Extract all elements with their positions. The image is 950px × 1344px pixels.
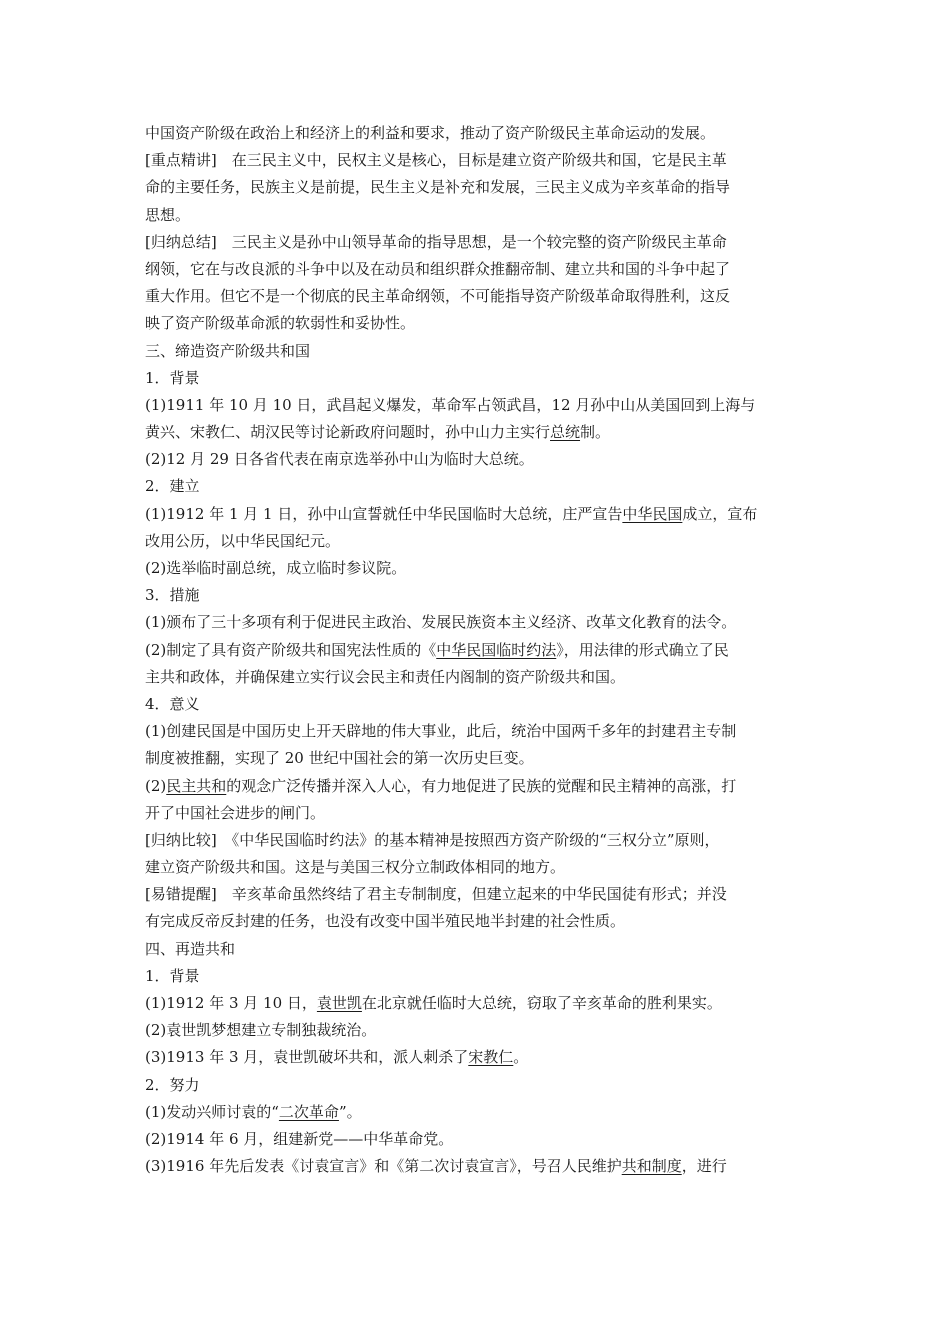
text-line xyxy=(145,310,810,337)
text-line xyxy=(145,827,810,854)
text-line xyxy=(145,174,810,201)
text-line xyxy=(145,691,810,718)
text-line xyxy=(145,609,810,636)
text-line xyxy=(145,664,810,691)
underlined-answer: 总统 xyxy=(550,423,581,442)
text-segment: 在北京就任临时大总统，窃取了辛亥革命的胜利果实。 xyxy=(361,994,722,1012)
underlined-answer: 袁世凯 xyxy=(316,994,362,1012)
text-segment: 有完成反帝反封建的任务，也没有改变中国半殖民地半封建的社会性质。 xyxy=(145,912,626,931)
text-segment: (3)1913 年 3 月，袁世凯破坏共和，派人刺杀了 xyxy=(145,1048,469,1067)
text-segment: 制。 xyxy=(580,423,611,442)
text-segment: ，进行 xyxy=(681,1157,727,1176)
text-line xyxy=(145,501,810,528)
text-segment: 四、再造共和 xyxy=(145,939,236,958)
underlined-answer: 二次革命 xyxy=(278,1102,339,1121)
text-segment: [归纳比较] 《中华民国临时约法》的基本精神是按照西方资产阶级的“三权分立”原则， xyxy=(145,830,720,849)
text-segment: [重点精讲] 在三民主义中，民权主义是核心，目标是建立资产阶级共和国，它是民主革 xyxy=(145,151,727,170)
text-segment: (1)1912 年 1 月 1 日，孙中山宣誓就任中华民国临时大总统，庄严宣告 xyxy=(145,504,623,523)
text-segment: 中国资产阶级在政治上和经济上的利益和要求，推动了资产阶级民主革命运动的发展。 xyxy=(145,124,716,142)
text-line xyxy=(145,555,810,582)
text-segment: 2．努力 xyxy=(145,1075,200,1094)
text-segment: (2)选举临时副总统，成立临时参议院。 xyxy=(145,559,407,577)
text-segment: ”。 xyxy=(338,1102,362,1121)
text-line xyxy=(145,908,810,935)
underlined-answer: 民主共和 xyxy=(166,776,227,795)
text-line xyxy=(145,1044,810,1071)
text-segment: 2．建立 xyxy=(145,477,200,496)
text-line xyxy=(145,936,810,963)
text-line xyxy=(145,338,810,365)
text-line xyxy=(145,1153,810,1180)
text-line xyxy=(145,1126,810,1153)
text-line xyxy=(145,229,810,256)
text-line xyxy=(145,963,810,990)
text-line xyxy=(145,990,810,1017)
text-line xyxy=(145,256,810,283)
document-page xyxy=(145,120,810,1180)
text-line xyxy=(145,1017,810,1044)
text-line xyxy=(145,528,810,555)
text-line xyxy=(145,718,810,745)
text-line xyxy=(145,881,810,908)
text-segment: 1．背景 xyxy=(145,966,200,985)
text-segment: 纲领，它在与改良派的斗争中以及在动员和组织群众推翻帝制、建立共和国的斗争中起了 xyxy=(145,259,731,278)
text-segment: 映了资产阶级革命派的软弱性和妥协性。 xyxy=(145,314,416,333)
text-segment: 三、缔造资产阶级共和国 xyxy=(145,341,311,360)
text-segment: (2)制定了具有资产阶级共和国宪法性质的《 xyxy=(145,640,437,659)
text-segment: 4．意义 xyxy=(145,694,200,713)
text-line xyxy=(145,365,810,392)
text-segment: (1)颁布了三十多项有利于促进民主政治、发展民族资本主义经济、改革文化教育的法令。 xyxy=(145,613,737,632)
text-line xyxy=(145,1072,810,1099)
text-line xyxy=(145,473,810,500)
text-segment: 黄兴、宋教仁、胡汉民等讨论新政府问题时，孙中山力主实行 xyxy=(145,423,551,442)
document-body xyxy=(145,120,810,1180)
text-line xyxy=(145,745,810,772)
text-line xyxy=(145,637,810,664)
underlined-answer: 宋教仁 xyxy=(468,1048,514,1067)
text-segment: 改用公历，以中华民国纪元。 xyxy=(145,531,341,550)
text-segment: 建立资产阶级共和国。这是与美国三权分立制政体相同的地方。 xyxy=(145,858,566,877)
text-segment: [易错提醒] 辛亥革命虽然终结了君主专制制度，但建立起来的中华民国徒有形式；并没 xyxy=(145,885,727,904)
text-segment: [归纳总结] 三民主义是孙中山领导革命的指导思想，是一个较完整的资产阶级民主革命 xyxy=(145,232,727,251)
text-line xyxy=(145,120,810,147)
text-segment: 3．措施 xyxy=(145,586,200,605)
text-segment: 思想。 xyxy=(145,205,191,224)
text-segment: (2) xyxy=(145,776,167,795)
text-segment: 主共和政体，并确保建立实行议会民主和责任内阁制的资产阶级共和国。 xyxy=(145,667,626,686)
text-segment: 制度被推翻，实现了 20 世纪中国社会的第一次历史巨变。 xyxy=(145,749,534,768)
underlined-answer: 中华民国 xyxy=(622,504,683,523)
text-segment: (1)1911 年 10 月 10 日，武昌起义爆发，革命军占领武昌，12 月孙中山从美国回到上海与 xyxy=(145,395,756,414)
text-line xyxy=(145,202,810,229)
text-line xyxy=(145,392,810,419)
text-segment: (1)发动兴师讨袁的“ xyxy=(145,1102,279,1121)
text-line xyxy=(145,147,810,174)
text-segment: 成立，宣布 xyxy=(682,504,758,523)
text-segment: 命的主要任务，民族主义是前提，民生主义是补充和发展，三民主义成为辛亥革命的指导 xyxy=(145,178,731,197)
text-segment: (1)创建民国是中国历史上开天辟地的伟大事业，此后，统治中国两千多年的封建君主专制 xyxy=(145,722,737,741)
text-segment: (2)12 月 29 日各省代表在南京选举孙中山为临时大总统。 xyxy=(145,450,534,469)
text-segment: 。 xyxy=(513,1048,529,1067)
text-segment: 1．背景 xyxy=(145,368,200,387)
text-line xyxy=(145,1099,810,1126)
text-segment: 的观念广泛传播并深入人心，有力地促进了民族的觉醒和民主精神的高涨，打 xyxy=(226,776,737,795)
text-line xyxy=(145,582,810,609)
underlined-answer: 中华民国临时约法 xyxy=(436,640,557,659)
text-segment: (2)袁世凯梦想建立专制独裁统治。 xyxy=(145,1021,377,1040)
text-line xyxy=(145,800,810,827)
underlined-answer: 共和制度 xyxy=(621,1157,682,1176)
text-line xyxy=(145,773,810,800)
text-line xyxy=(145,854,810,881)
text-segment: (1)1912 年 3 月 10 日， xyxy=(145,994,317,1012)
text-segment: 开了中国社会进步的闸门。 xyxy=(145,803,326,822)
text-line xyxy=(145,283,810,310)
text-line xyxy=(145,446,810,473)
text-segment: (2)1914 年 6 月，组建新党——中华革命党。 xyxy=(145,1129,454,1148)
text-segment: 重大作用。但它不是一个彻底的民主革命纲领，不可能指导资产阶级革命取得胜利，这反 xyxy=(145,287,731,306)
text-segment: (3)1916 年先后发表《讨袁宣言》和《第二次讨袁宣言》，号召人民维护 xyxy=(145,1157,622,1176)
text-line xyxy=(145,419,810,446)
text-segment: 》，用法律的形式确立了民 xyxy=(556,640,729,659)
